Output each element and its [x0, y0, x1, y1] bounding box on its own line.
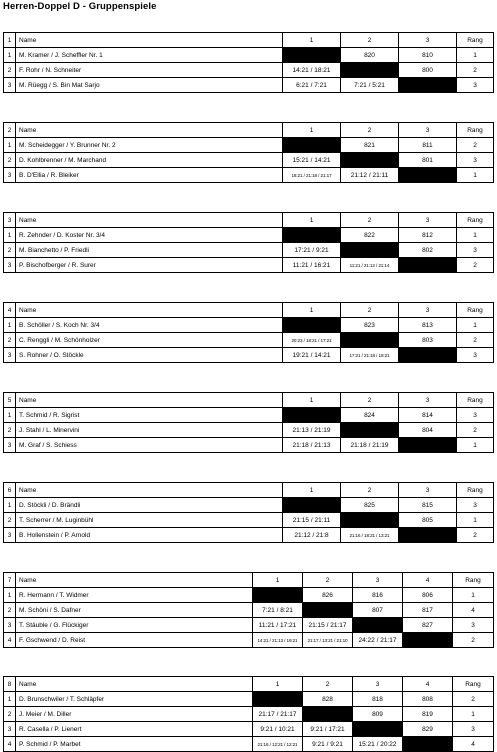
group-table-8 — [3, 676, 494, 752]
row-index: 3 — [4, 78, 16, 93]
match-score: 17:21 / 9:21 — [283, 243, 341, 258]
self-match-blackout — [399, 78, 457, 93]
rank-value: 3 — [457, 243, 494, 258]
group-number: 4 — [4, 303, 16, 318]
row-index: 2 — [4, 153, 16, 168]
match-score: 17:21 / 21:18 / 18:21 — [341, 348, 399, 363]
table-row — [4, 618, 494, 633]
team-name: M. Rüegg / S. Bin Mat Sarjo — [16, 78, 283, 93]
team-name: S. Rohner / O. Stöckle — [16, 348, 283, 363]
row-index: 1 — [4, 498, 16, 513]
team-name: B. Schöller / S. Koch Nr. 3/4 — [16, 318, 283, 333]
match-score: 11:21 / 17:21 — [253, 618, 303, 633]
table-row — [4, 258, 494, 273]
team-name: R. Casella / P. Lienert — [16, 722, 253, 737]
row-index: 2 — [4, 243, 16, 258]
self-match-blackout — [283, 318, 341, 333]
match-number: 803 — [399, 333, 457, 348]
match-score: 6:21 / 7:21 — [283, 78, 341, 93]
self-match-blackout — [303, 707, 353, 722]
table-row — [4, 48, 494, 63]
team-name: B. Hollenstein / P. Arnold — [16, 528, 283, 543]
team-name: P. Bischofberger / R. Surer — [16, 258, 283, 273]
rank-column-header: Rang — [457, 303, 494, 318]
match-number: 813 — [399, 318, 457, 333]
match-score: 7:21 / 5:21 — [341, 78, 399, 93]
rank-value: 1 — [457, 513, 494, 528]
match-score: 21:17 / 13:21 / 21:10 — [303, 633, 353, 648]
self-match-blackout — [341, 333, 399, 348]
table-row — [4, 153, 494, 168]
row-index: 1 — [4, 692, 16, 707]
self-match-blackout — [283, 498, 341, 513]
group-table-1 — [3, 32, 494, 93]
group-number: 1 — [4, 33, 16, 48]
match-score: 21:15 / 21:11 — [283, 513, 341, 528]
row-index: 1 — [4, 228, 16, 243]
self-match-blackout — [341, 63, 399, 78]
match-score: 21:18 / 21:13 — [283, 438, 341, 453]
row-index: 3 — [4, 618, 16, 633]
match-score: 21:13 / 21:19 — [283, 423, 341, 438]
rank-value: 3 — [453, 722, 494, 737]
rank-value: 2 — [457, 423, 494, 438]
table-row — [4, 168, 494, 183]
match-score: 14:21 / 21:13 / 19:21 — [253, 633, 303, 648]
team-name: T. Scherrer / M. Luginbühl — [16, 513, 283, 528]
rank-value: 3 — [457, 153, 494, 168]
match-score: 21:18 / 21:19 — [341, 438, 399, 453]
self-match-blackout — [353, 618, 403, 633]
team-name: R. Hermann / T. Widmer — [16, 588, 253, 603]
self-match-blackout — [399, 438, 457, 453]
rank-value: 3 — [457, 78, 494, 93]
team-name: P. Schmid / P. Marbet — [16, 737, 253, 752]
match-number: 815 — [399, 498, 457, 513]
self-match-blackout — [403, 737, 453, 752]
opponent-column-header: 1 — [283, 483, 341, 498]
row-index: 3 — [4, 528, 16, 543]
rank-value: 1 — [453, 707, 494, 722]
self-match-blackout — [399, 258, 457, 273]
opponent-column-header: 1 — [253, 677, 303, 692]
rank-column-header: Rang — [457, 33, 494, 48]
opponent-column-header: 3 — [399, 303, 457, 318]
rank-value: 3 — [457, 408, 494, 423]
team-name: J. Stahl / L. Minervini — [16, 423, 283, 438]
table-row — [4, 438, 494, 453]
group-header-row — [4, 393, 494, 408]
match-number: 800 — [399, 63, 457, 78]
match-number: 812 — [399, 228, 457, 243]
rank-value: 2 — [457, 63, 494, 78]
table-row — [4, 498, 494, 513]
opponent-column-header: 2 — [303, 677, 353, 692]
opponent-column-header: 4 — [403, 677, 453, 692]
row-index: 2 — [4, 603, 16, 618]
match-number: 821 — [341, 138, 399, 153]
row-index: 2 — [4, 513, 16, 528]
opponent-column-header: 3 — [353, 573, 403, 588]
group-table-5 — [3, 392, 494, 453]
match-number: 827 — [403, 618, 453, 633]
match-score: 9:21 / 10:21 — [253, 722, 303, 737]
match-score: 20:23 / 18:21 / 17:21 — [283, 333, 341, 348]
rank-column-header: Rang — [457, 483, 494, 498]
rank-column-header: Rang — [453, 677, 494, 692]
rank-value: 1 — [457, 318, 494, 333]
group-number: 8 — [4, 677, 16, 692]
self-match-blackout — [253, 692, 303, 707]
table-row — [4, 333, 494, 348]
match-score: 9:21 / 9:21 — [303, 737, 353, 752]
table-row — [4, 692, 494, 707]
match-score: 19:21 / 14:21 — [283, 348, 341, 363]
match-number: 808 — [403, 692, 453, 707]
rank-column-header: Rang — [457, 393, 494, 408]
match-score: 21:16 / 18:21 / 13:21 — [341, 528, 399, 543]
name-column-header: Name — [16, 33, 283, 48]
match-number: 816 — [353, 588, 403, 603]
team-name: M. Bianchetto / P. Friedli — [16, 243, 283, 258]
table-row — [4, 63, 494, 78]
row-index: 3 — [4, 438, 16, 453]
row-index: 1 — [4, 408, 16, 423]
table-row — [4, 348, 494, 363]
group-header-row — [4, 123, 494, 138]
row-index: 4 — [4, 633, 16, 648]
opponent-column-header: 4 — [403, 573, 453, 588]
match-number: 822 — [341, 228, 399, 243]
group-table-7 — [3, 572, 494, 648]
opponent-column-header: 1 — [283, 123, 341, 138]
rank-value: 2 — [457, 258, 494, 273]
group-header-row — [4, 303, 494, 318]
match-score: 21:15 / 21:17 — [303, 618, 353, 633]
row-index: 1 — [4, 588, 16, 603]
rank-value: 2 — [457, 528, 494, 543]
opponent-column-header: 2 — [341, 483, 399, 498]
self-match-blackout — [353, 722, 403, 737]
rank-value: 1 — [457, 228, 494, 243]
rank-value: 3 — [457, 498, 494, 513]
rank-value: 2 — [457, 333, 494, 348]
row-index: 2 — [4, 333, 16, 348]
self-match-blackout — [341, 243, 399, 258]
page-title: Herren-Doppel D - Gruppenspiele — [3, 1, 157, 12]
row-index: 1 — [4, 318, 16, 333]
match-score: 21:12 / 21:11 — [341, 168, 399, 183]
table-row — [4, 633, 494, 648]
table-row — [4, 138, 494, 153]
match-number: 829 — [403, 722, 453, 737]
row-index: 2 — [4, 63, 16, 78]
table-row — [4, 513, 494, 528]
opponent-column-header: 3 — [399, 213, 457, 228]
team-name: C. Renggli / M. Schönholzer — [16, 333, 283, 348]
table-row — [4, 318, 494, 333]
match-number: 802 — [399, 243, 457, 258]
team-name: M. Graf / S. Schiess — [16, 438, 283, 453]
self-match-blackout — [283, 48, 341, 63]
name-column-header: Name — [16, 573, 253, 588]
rank-value: 4 — [453, 737, 494, 752]
row-index: 4 — [4, 737, 16, 752]
match-number: 826 — [303, 588, 353, 603]
opponent-column-header: 3 — [399, 483, 457, 498]
group-table-6 — [3, 482, 494, 543]
self-match-blackout — [303, 603, 353, 618]
match-score: 9:21 / 17:21 — [303, 722, 353, 737]
team-name: F. Gschwend / D. Reist — [16, 633, 253, 648]
opponent-column-header: 3 — [399, 33, 457, 48]
self-match-blackout — [399, 528, 457, 543]
name-column-header: Name — [16, 213, 283, 228]
opponent-column-header: 2 — [341, 213, 399, 228]
group-number: 5 — [4, 393, 16, 408]
opponent-column-header: 3 — [399, 123, 457, 138]
rank-value: 2 — [453, 692, 494, 707]
row-index: 2 — [4, 423, 16, 438]
table-row — [4, 78, 494, 93]
table-row — [4, 588, 494, 603]
group-header-row — [4, 213, 494, 228]
match-score: 7:21 / 8:21 — [253, 603, 303, 618]
group-number: 7 — [4, 573, 16, 588]
match-score: 24:22 / 21:17 — [353, 633, 403, 648]
self-match-blackout — [341, 513, 399, 528]
match-number: 804 — [399, 423, 457, 438]
self-match-blackout — [399, 348, 457, 363]
opponent-column-header: 1 — [283, 213, 341, 228]
match-number: 823 — [341, 318, 399, 333]
team-name: J. Meier / M. Diller — [16, 707, 253, 722]
opponent-column-header: 1 — [283, 303, 341, 318]
match-score: 18:21 / 21:18 / 21:17 — [283, 168, 341, 183]
row-index: 3 — [4, 168, 16, 183]
row-index: 3 — [4, 258, 16, 273]
group-table-4 — [3, 302, 494, 363]
group-header-row — [4, 483, 494, 498]
opponent-column-header: 1 — [283, 393, 341, 408]
opponent-column-header: 1 — [283, 33, 341, 48]
rank-column-header: Rang — [457, 123, 494, 138]
rank-value: 2 — [457, 138, 494, 153]
self-match-blackout — [341, 153, 399, 168]
match-number: 825 — [341, 498, 399, 513]
opponent-column-header: 1 — [253, 573, 303, 588]
match-number: 809 — [353, 707, 403, 722]
rank-value: 1 — [457, 438, 494, 453]
table-row — [4, 423, 494, 438]
rank-value: 1 — [457, 168, 494, 183]
self-match-blackout — [283, 138, 341, 153]
team-name: M. Scheidegger / Y. Brunner Nr. 2 — [16, 138, 283, 153]
name-column-header: Name — [16, 303, 283, 318]
row-index: 3 — [4, 722, 16, 737]
group-table-3 — [3, 212, 494, 273]
name-column-header: Name — [16, 393, 283, 408]
match-number: 824 — [341, 408, 399, 423]
match-number: 806 — [403, 588, 453, 603]
table-row — [4, 408, 494, 423]
name-column-header: Name — [16, 483, 283, 498]
opponent-column-header: 3 — [353, 677, 403, 692]
team-name: B. D'Ellia / R. Bleiker — [16, 168, 283, 183]
self-match-blackout — [399, 168, 457, 183]
match-number: 810 — [399, 48, 457, 63]
table-row — [4, 243, 494, 258]
self-match-blackout — [283, 228, 341, 243]
self-match-blackout — [403, 633, 453, 648]
opponent-column-header: 2 — [303, 573, 353, 588]
table-row — [4, 228, 494, 243]
opponent-column-header: 2 — [341, 303, 399, 318]
row-index: 3 — [4, 348, 16, 363]
match-number: 819 — [403, 707, 453, 722]
team-name: T. Stäuble / G. Flückiger — [16, 618, 253, 633]
row-index: 2 — [4, 707, 16, 722]
match-number: 811 — [399, 138, 457, 153]
rank-value: 3 — [453, 618, 494, 633]
match-number: 801 — [399, 153, 457, 168]
match-number: 807 — [353, 603, 403, 618]
self-match-blackout — [283, 408, 341, 423]
match-score: 11:21 / 16:21 — [283, 258, 341, 273]
table-row — [4, 528, 494, 543]
match-score: 21:17 / 21:17 — [253, 707, 303, 722]
group-number: 2 — [4, 123, 16, 138]
rank-value: 4 — [453, 603, 494, 618]
team-name: T. Schmid / R. Sigrist — [16, 408, 283, 423]
rank-value: 1 — [453, 588, 494, 603]
opponent-column-header: 2 — [341, 33, 399, 48]
match-score: 21:12 / 21:8 — [283, 528, 341, 543]
team-name: M. Kramer / J. Scheffler Nr. 1 — [16, 48, 283, 63]
opponent-column-header: 2 — [341, 393, 399, 408]
row-index: 1 — [4, 48, 16, 63]
group-header-row — [4, 573, 494, 588]
table-row — [4, 737, 494, 752]
match-number: 820 — [341, 48, 399, 63]
team-name: D. Kohlbrenner / M. Marchand — [16, 153, 283, 168]
self-match-blackout — [253, 588, 303, 603]
rank-value: 2 — [453, 633, 494, 648]
name-column-header: Name — [16, 123, 283, 138]
match-number: 805 — [399, 513, 457, 528]
group-table-2 — [3, 122, 494, 183]
group-number: 3 — [4, 213, 16, 228]
rank-value: 3 — [457, 348, 494, 363]
match-number: 817 — [403, 603, 453, 618]
row-index: 1 — [4, 138, 16, 153]
match-score: 21:16 / 12:21 / 12:21 — [253, 737, 303, 752]
match-score: 15:21 / 14:21 — [283, 153, 341, 168]
team-name: R. Zehnder / D. Koster Nr. 3/4 — [16, 228, 283, 243]
group-number: 6 — [4, 483, 16, 498]
team-name: M. Schöni / S. Dafner — [16, 603, 253, 618]
match-score: 14:21 / 18:21 — [283, 63, 341, 78]
team-name: F. Rohr / N. Schneiter — [16, 63, 283, 78]
team-name: D. Stöckli / D. Brändli — [16, 498, 283, 513]
group-header-row — [4, 677, 494, 692]
name-column-header: Name — [16, 677, 253, 692]
table-row — [4, 722, 494, 737]
match-number: 818 — [353, 692, 403, 707]
rank-column-header: Rang — [453, 573, 494, 588]
table-row — [4, 707, 494, 722]
group-header-row — [4, 33, 494, 48]
match-score: 11:21 / 21:12 / 21:14 — [341, 258, 399, 273]
match-number: 828 — [303, 692, 353, 707]
opponent-column-header: 2 — [341, 123, 399, 138]
rank-column-header: Rang — [457, 213, 494, 228]
match-score: 15:21 / 20:22 — [353, 737, 403, 752]
rank-value: 1 — [457, 48, 494, 63]
self-match-blackout — [341, 423, 399, 438]
team-name: D. Brunschwiler / T. Schläpfer — [16, 692, 253, 707]
match-number: 814 — [399, 408, 457, 423]
table-row — [4, 603, 494, 618]
opponent-column-header: 3 — [399, 393, 457, 408]
